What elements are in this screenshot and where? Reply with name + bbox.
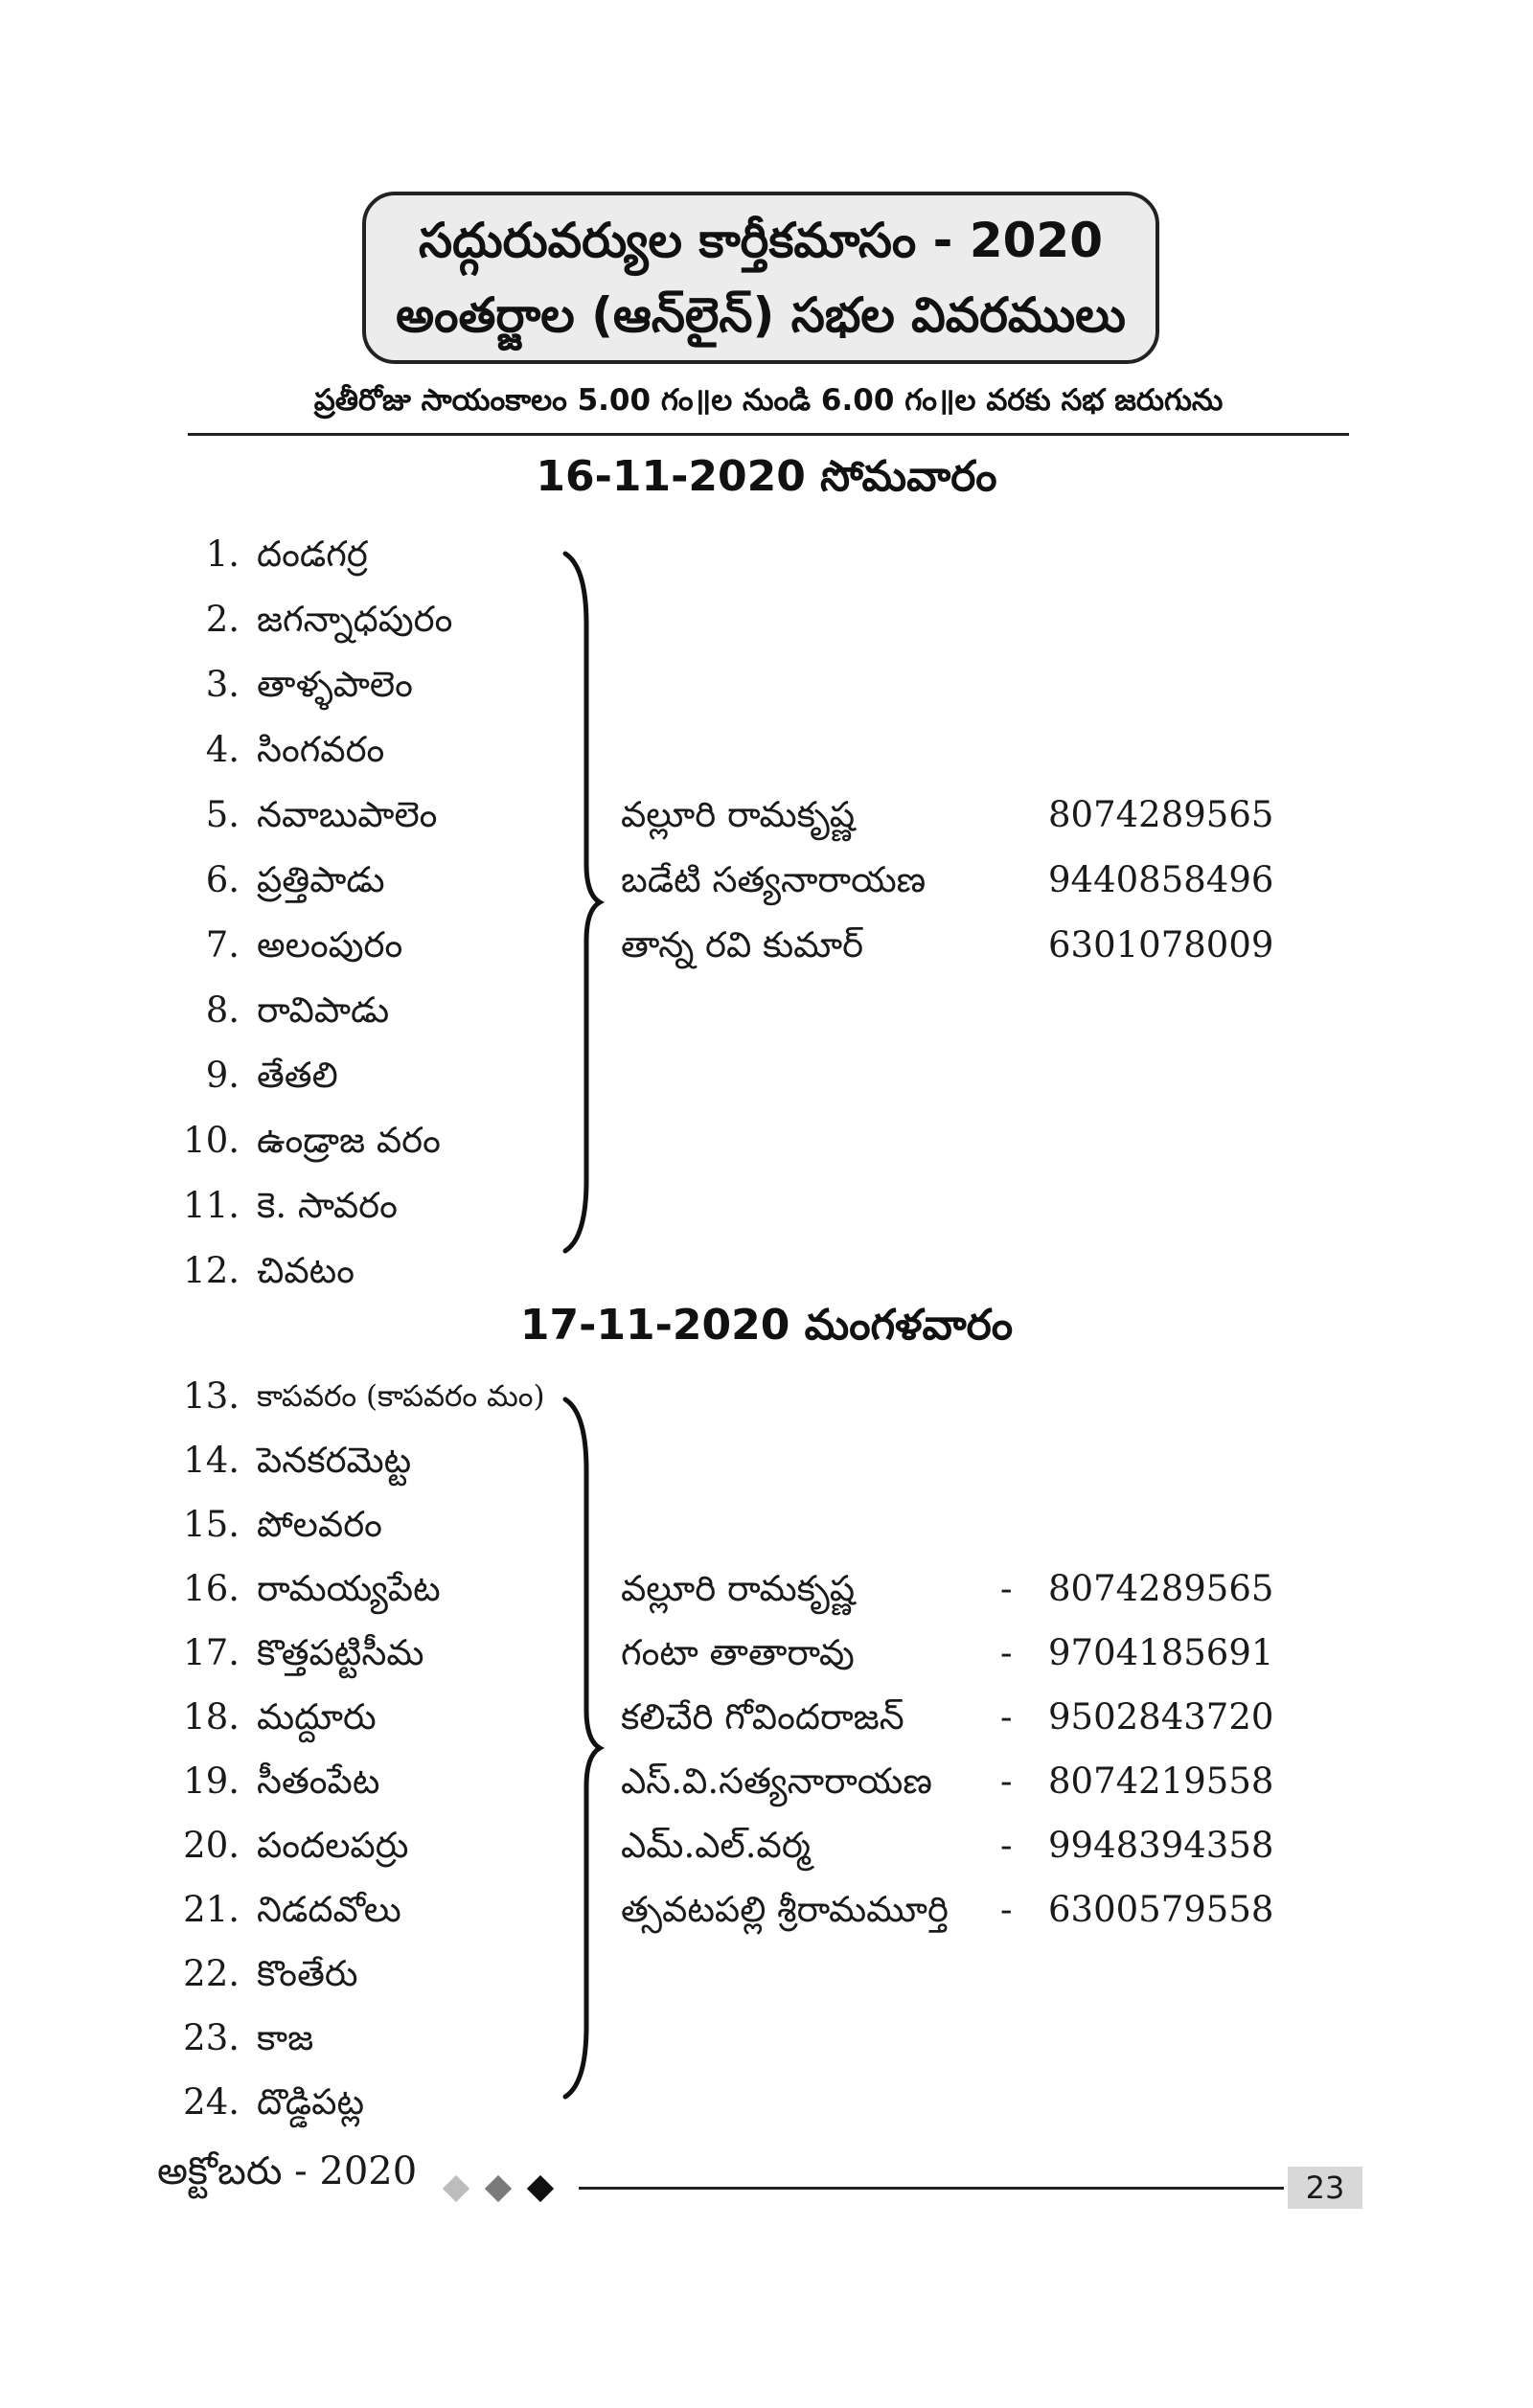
place-name: మద్దూరు [257, 1696, 377, 1738]
list-item [0, 1173, 1533, 1238]
list-item [0, 1364, 1533, 1429]
contact-phone: 9704185691 [1048, 1632, 1274, 1673]
item-number: 6. [205, 859, 240, 900]
list-item [0, 1877, 1533, 1942]
place-name: తాళ్ళపాలెం [257, 664, 413, 705]
section-date-heading: 16-11-2020 సోమవారం [536, 452, 997, 501]
list-item [0, 1238, 1533, 1304]
place-name: రామయ్యపేట [257, 1568, 441, 1609]
contact-name: వల్లూరి రామకృష్ణ [621, 1568, 856, 1609]
place-name: దొడ్డిపట్ల [257, 2081, 365, 2123]
diamond-icon [443, 2175, 469, 2202]
contact-dash: - [1000, 1632, 1013, 1673]
list-item [0, 1556, 1533, 1622]
contact-phone: 9502843720 [1048, 1696, 1274, 1738]
place-name: అలంపురం [257, 924, 403, 965]
contact-name: త్సవటపల్లి శ్రీరామమూర్తి [621, 1889, 949, 1930]
list-item [0, 978, 1533, 1043]
item-number: 13. [183, 1375, 240, 1417]
item-number: 15. [183, 1504, 240, 1545]
item-number: 7. [205, 924, 240, 965]
footer-month-year: అక్టోబరు - 2020 [157, 2149, 418, 2193]
place-name: ప్రత్తిపాడు [257, 859, 385, 900]
place-name: నిడదవోలు [257, 1889, 401, 1930]
item-number: 2. [205, 599, 240, 640]
diamond-icon [527, 2175, 554, 2202]
contact-name: ఎమ్.ఎల్.వర్మ [621, 1825, 811, 1866]
list-item [0, 717, 1533, 783]
place-name: కొత్తపట్టిసీమ [257, 1632, 424, 1673]
contact-name: గంటా తాతారావు [621, 1632, 855, 1673]
item-number: 1. [205, 534, 240, 575]
diamond-icon [485, 2175, 512, 2202]
list-item [0, 2006, 1533, 2071]
contact-name: ఎస్.వి.సత్యనారాయణ [621, 1761, 932, 1802]
list-item [0, 522, 1533, 587]
list-item [0, 1942, 1533, 2007]
place-name: పెనకరమెట్ట [257, 1440, 412, 1481]
place-name: కొంతేరు [257, 1953, 358, 1994]
item-number: 8. [205, 989, 240, 1031]
contact-phone: 9948394358 [1048, 1825, 1274, 1866]
page-number: 23 [1288, 2167, 1362, 2209]
schedule-subtitle: ప్రతీరోజు సాయంకాలం 5.00 గం॥ల నుండి 6.00 గం॥ల వరకు సభ జరుగును [313, 383, 1224, 418]
place-name: ఉండ్రాజ వరం [257, 1120, 441, 1161]
place-name: తేతలి [257, 1055, 338, 1096]
place-name: దండగర్ర [257, 534, 368, 575]
list-item [0, 913, 1533, 978]
item-number: 17. [183, 1632, 240, 1673]
place-name: కె. సావరం [257, 1185, 398, 1226]
place-name: పందలపర్రు [257, 1825, 409, 1866]
subtitle-underline [188, 433, 1349, 436]
contact-name: కలిచేరి గోవిందరాజన్ [621, 1696, 904, 1738]
contact-phone: 6300579558 [1048, 1889, 1274, 1930]
contact-name: తాన్న రవి కుమార్ [621, 924, 864, 965]
list-item [0, 587, 1533, 652]
place-name: కాజ [257, 2017, 314, 2058]
section-date-heading: 17-11-2020 మంగళవారం [519, 1301, 1014, 1350]
list-item [0, 652, 1533, 717]
item-number: 10. [183, 1120, 240, 1161]
place-name: నవాబుపాలెం [257, 794, 438, 835]
item-number: 9. [205, 1055, 240, 1096]
contact-dash: - [1000, 1825, 1013, 1866]
list-item [0, 848, 1533, 913]
item-number: 21. [183, 1889, 240, 1930]
item-number: 12. [183, 1250, 240, 1291]
contact-dash: - [1000, 1568, 1013, 1609]
title-box [362, 192, 1159, 364]
item-number: 5. [205, 794, 240, 835]
list-item [0, 1492, 1533, 1557]
list-item [0, 1749, 1533, 1814]
place-name: సీతంపేట [257, 1761, 380, 1802]
item-number: 24. [183, 2081, 240, 2123]
contact-phone: 8074289565 [1048, 794, 1274, 835]
list-item [0, 1813, 1533, 1878]
list-item [0, 1108, 1533, 1173]
place-name: పోలవరం [257, 1504, 382, 1545]
footer-rule [579, 2187, 1284, 2190]
list-item [0, 2070, 1533, 2135]
group-brace [558, 1394, 606, 2102]
place-name: సింగవరం [257, 729, 385, 770]
list-item [0, 1621, 1533, 1686]
title-line-1: సద్గురువర్యుల కార్తీకమాసం - 2020 [418, 213, 1104, 268]
item-number: 14. [183, 1440, 240, 1481]
item-number: 19. [183, 1761, 240, 1802]
contact-dash: - [1000, 1696, 1013, 1738]
item-number: 18. [183, 1696, 240, 1738]
list-item [0, 1685, 1533, 1750]
item-number: 23. [183, 2017, 240, 2058]
contact-phone: 9440858496 [1048, 859, 1274, 900]
item-number: 22. [183, 1953, 240, 1994]
place-name: చివటం [257, 1250, 355, 1291]
contact-phone: 8074289565 [1048, 1568, 1274, 1609]
list-item [0, 1043, 1533, 1108]
item-number: 4. [205, 729, 240, 770]
contact-phone: 8074219558 [1048, 1761, 1274, 1802]
list-item [0, 1428, 1533, 1493]
contact-name: వల్లూరి రామకృష్ణ [621, 794, 856, 835]
contact-dash: - [1000, 1889, 1013, 1930]
contact-name: బడేటి సత్యనారాయణ [621, 859, 927, 900]
contact-phone: 6301078009 [1048, 924, 1274, 965]
item-number: 11. [183, 1185, 240, 1226]
item-number: 3. [205, 664, 240, 705]
item-number: 16. [183, 1568, 240, 1609]
list-item [0, 783, 1533, 848]
place-name: కాపవరం (కాపవరం మం) [257, 1379, 545, 1414]
place-name: రావిపాడు [257, 989, 390, 1031]
item-number: 20. [183, 1825, 240, 1866]
contact-dash: - [1000, 1761, 1013, 1802]
title-line-2: అంతర్జాల (ఆన్‌లైన్) సభల వివరములు [396, 287, 1126, 343]
place-name: జగన్నాధపురం [257, 599, 453, 640]
group-brace [558, 548, 606, 1257]
